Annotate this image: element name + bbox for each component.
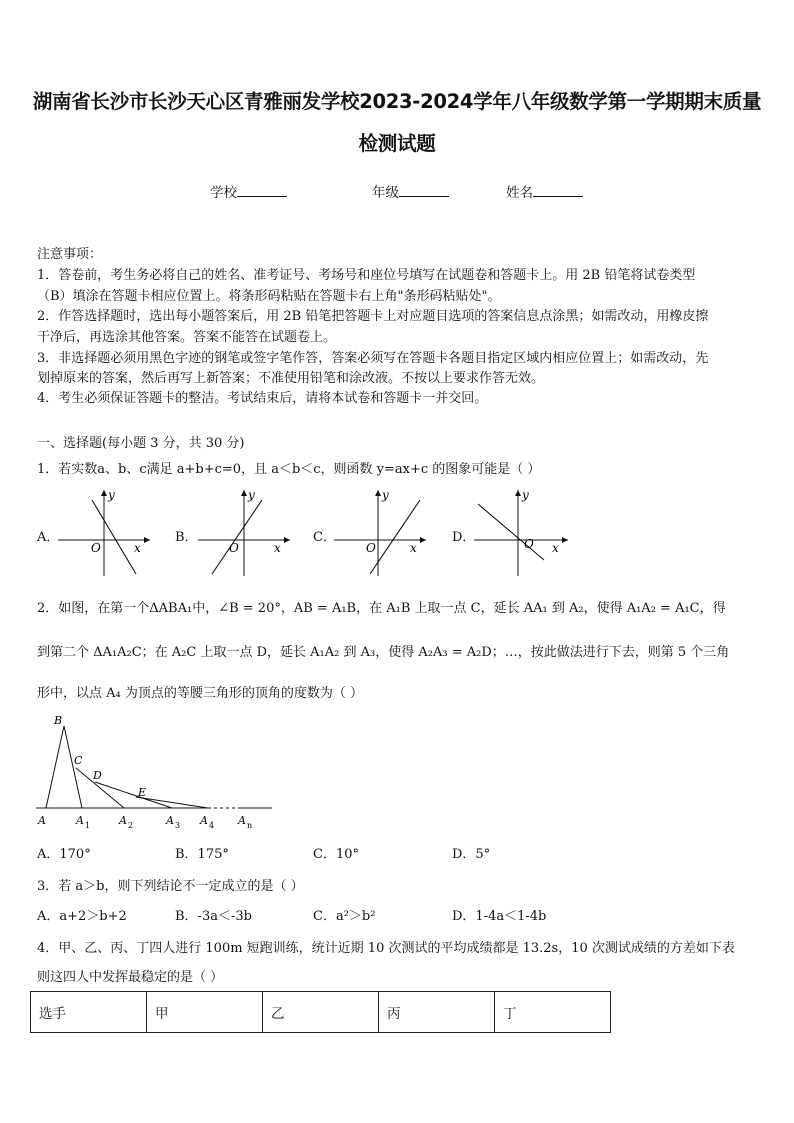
table-row [31,992,611,1033]
axis-x-label: x [134,541,141,555]
exam-title-line1: 湖南省长沙市长沙天心区青雅丽发学校2023-2024学年八年级数学第一学期期末质量 [32,90,762,113]
q1-graph-a [58,486,158,578]
notice-heading: 注意事项： [37,247,103,262]
table-header-cell: 丁 [495,992,611,1033]
point-an-subscript: n [247,821,253,830]
notice-line: 划掉原来的答案，然后再写上新答案；不准使用铅笔和涂改液。不按以上要求作答无效。 [37,371,545,386]
axis-y-label: y [382,488,389,502]
point-a2-label: A [119,814,127,827]
point-a4-label: A [200,814,208,827]
point-a3-label: A [166,814,174,827]
q1-graph-d [474,486,574,578]
q3-option-d: D．1-4a＜1-4b [452,909,547,924]
q1-graph-c [334,486,434,578]
point-c-label: C [74,754,83,767]
grade-blank [399,184,449,197]
q1-option-d-label: D． [452,530,476,545]
axis-x-label: x [410,541,417,555]
q2-option-a: A．170° [37,847,91,862]
name-label: 姓名 [506,185,533,201]
section-heading: 一、选择题(每小题 3 分，共 30 分) [37,436,245,451]
origin-label: O [229,541,239,555]
question-3-stem: 3．若 a＞b，则下列结论不一定成立的是（ ） [37,879,304,894]
school-blank [237,184,287,197]
point-a1-label: A [76,814,84,827]
point-d-label: D [93,769,102,782]
table-header-cell: 丙 [379,992,495,1033]
name-field [506,181,583,201]
q1-option-b-label: B． [175,530,198,545]
table-header-cell: 乙 [263,992,379,1033]
grade-field [372,181,449,201]
point-a2-subscript: 2 [128,821,134,830]
notice-line: （B）填涂在答题卡相应位置上。将条形码粘贴在答题卡右上角"条形码粘贴处"。 [37,289,501,304]
school-label: 学校 [210,185,237,201]
origin-label: O [524,537,534,551]
name-blank [533,184,583,197]
axis-y-label: y [248,488,255,502]
axis-x-label: x [274,541,281,555]
school-field [210,181,287,201]
origin-label: O [91,541,101,555]
grade-label: 年级 [372,185,399,201]
notice-line: 3．非选择题必须用黑色字迹的钢笔或签字笔作答，答案必须写在答题卡各题目指定区域内相应位置上；如需改动，先 [37,351,709,366]
point-a3-subscript: 3 [175,821,181,830]
q3-option-c: C．a²＞b² [313,909,376,924]
point-e-label: E [138,786,147,799]
point-a1-subscript: 1 [85,821,91,830]
notice-line: 干净后，再选涂其他答案。答案不能答在试题卷上。 [37,330,337,345]
question-4-line2: 则这四人中发挥最稳定的是（ ） [37,970,224,985]
q2-option-b: B．175° [175,847,229,862]
q2-triangle-figure [36,712,276,830]
q1-option-c-label: C． [313,530,336,545]
q3-option-b: B．-3a＜-3b [175,909,252,924]
q2-option-d: D．5° [452,847,491,862]
exam-title-line2: 检测试题 [358,132,436,155]
point-an-label: A [238,814,246,827]
table-header-cell: 选手 [31,992,147,1033]
q3-option-a: A．a+2＞b+2 [37,909,127,924]
question-4-line1: 4．甲、乙、丙、丁四人进行 100m 短跑训练，统计近期 10 次测试的平均成绩都是 13.2s，10 次测试成绩的方差如下表 [37,941,735,956]
table-header-cell: 甲 [147,992,263,1033]
notice-line: 4．考生必须保证答题卡的整洁。考试结束后，请将本试卷和答题卡一并交回。 [37,391,488,406]
axis-x-label: x [552,541,559,555]
axis-y-label: y [522,488,529,502]
point-a4-subscript: 4 [209,821,215,830]
variance-table [30,991,611,1033]
question-2-line3: 形中，以点 A₄ 为顶点的等腰三角形的顶角的度数为（ ） [37,686,363,701]
question-1-stem: 1．若实数a、b、c满足 a+b+c=0，且 a＜b＜c，则函数 y=ax+c 的图象可能是（ ） [37,462,541,477]
notice-line: 1．答卷前，考生务必将自己的姓名、准考证号、考场号和座位号填写在试题卷和答题卡上。用 2B 铅笔将试卷类型 [37,268,696,283]
point-a-label: A [38,814,46,827]
q1-option-a-label: A． [37,530,60,545]
notice-line: 2．作答选择题时，选出每小题答案后，用 2B 铅笔把答题卡上对应题目选项的答案信息点涂黑；如需改动，用橡皮擦 [37,309,709,324]
axis-y-label: y [108,488,115,502]
q1-graph-b [198,486,298,578]
point-b-label: B [54,714,63,727]
question-2-line2: 到第二个 ΔA₁A₂C；在 A₂C 上取一点 D，延长 A₁A₂ 到 A₃，使得 A₂A₃ = A₂D；…，按此做法进行下去，则第 5 个三角 [37,645,730,660]
q2-option-c: C．10° [313,847,359,862]
origin-label: O [366,541,376,555]
question-2-line1: 2．如图，在第一个ΔABA₁中，∠B = 20°，AB = A₁B，在 A₁B 上取一点 C，延长 AA₁ 到 A₂，使得 A₁A₂ = A₁C，得 [37,601,726,616]
